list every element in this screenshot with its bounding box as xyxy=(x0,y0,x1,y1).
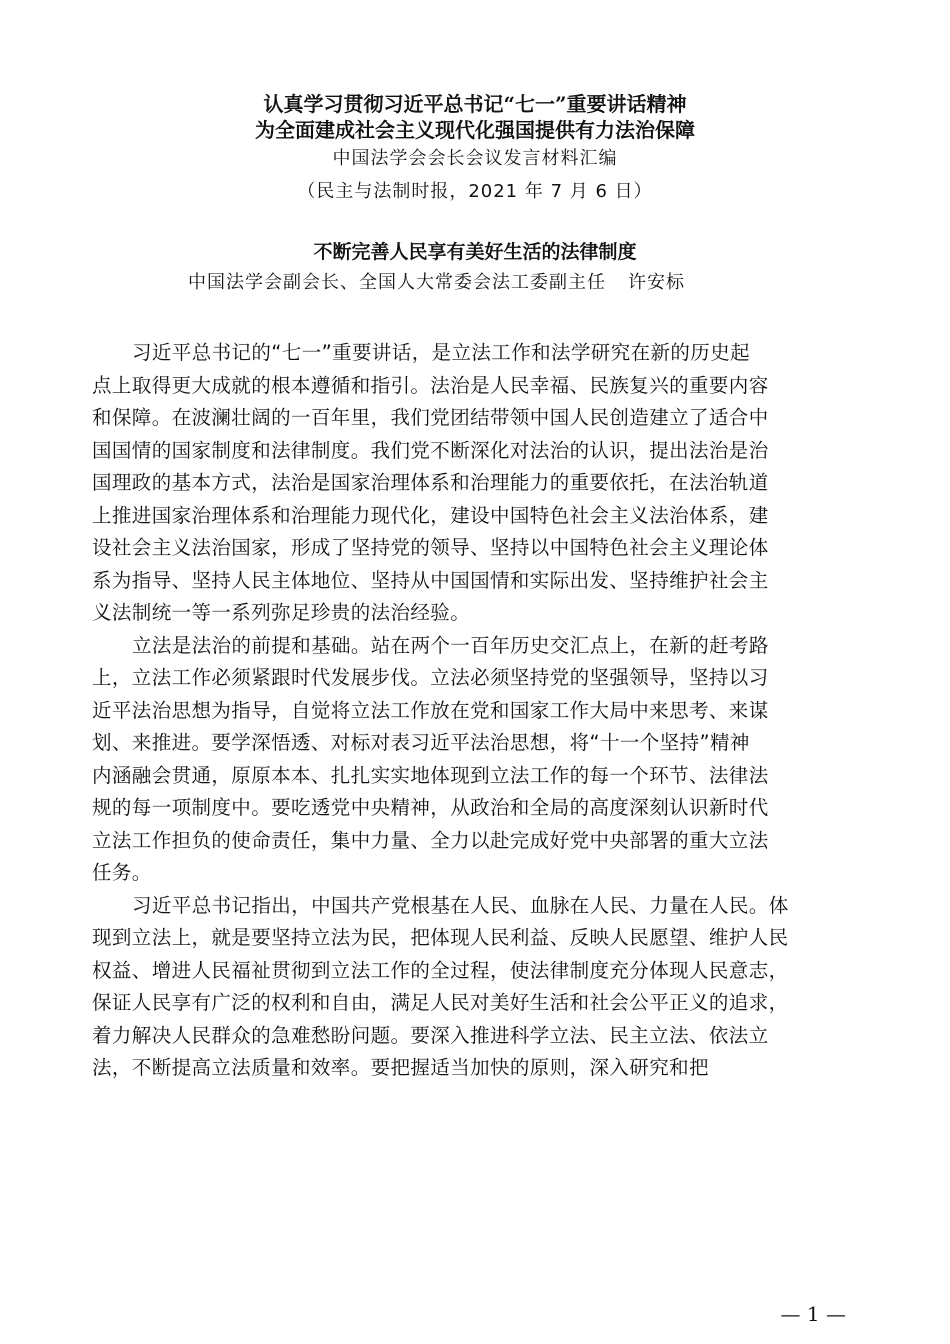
page-number: — 1 — xyxy=(780,1302,846,1326)
body-line: 上，立法工作必须紧跟时代发展步伐。立法必须坚持党的坚强领导，坚持以习 xyxy=(92,666,769,689)
body-line: 国国情的国家制度和法律制度。我们党不断深化对法治的认识，提出法治是治 xyxy=(92,438,769,462)
body-line: 着力解决人民群众的急难愁盼问题。要深入推进科学立法、民主立法、依法立 xyxy=(92,1023,769,1047)
body-line: 国理政的基本方式，法治是国家治理体系和治理能力的重要依托，在法治轨道 xyxy=(92,471,769,494)
document-source: （民主与法制时报，2021 年 7 月 6 日） xyxy=(297,181,653,202)
body-line: 立法工作担负的使命责任，集中力量、全力以赴完成好党中央部署的重大立法 xyxy=(92,828,769,852)
article-title: 不断完善人民享有美好生活的法律制度 xyxy=(313,241,637,263)
body-line: 规的每一项制度中。要吃透党中央精神，从政治和全局的高度深刻认识新时代 xyxy=(92,796,769,819)
body-line: 近平法治思想为指导，自觉将立法工作放在党和国家工作大局中来思考、来谋 xyxy=(92,698,769,722)
body-line: 系为指导、坚持人民主体地位、坚持从中国国情和实际出发、坚持维护社会主 xyxy=(92,568,769,592)
body-line: 法，不断提高立法质量和效率。要把握适当加快的原则，深入研究和把 xyxy=(92,1056,709,1079)
body-line: 立法是法治的前提和基础。站在两个一百年历史交汇点上，在新的赶考路 xyxy=(132,633,769,657)
document-subtitle: 中国法学会会长会议发言材料汇编 xyxy=(332,148,618,169)
document-title-line-1: 认真学习贯彻习近平总书记“七一”重要讲话精神 xyxy=(263,92,687,116)
body-line: 现到立法上，就是要坚持立法为民，把体现人民利益、反映人民愿望、维护人民 xyxy=(92,926,789,949)
author-name: 许安标 xyxy=(628,272,685,293)
body-line: 点上取得更大成就的根本遵循和指引。法治是人民幸福、民族复兴的重要内容 xyxy=(92,373,769,397)
body-line: 习近平总书记的“七一”重要讲话，是立法工作和法学研究在新的历史起 xyxy=(132,341,751,364)
body-line: 权益、增进人民福祉贯彻到立法工作的全过程，使法律制度充分体现人民意志， xyxy=(92,958,789,982)
document-title-line-2: 为全面建成社会主义现代化强国提供有力法治保障 xyxy=(255,118,695,142)
body-line: 保证人民享有广泛的权利和自由，满足人民对美好生活和社会公平正义的追求， xyxy=(92,991,789,1014)
article-byline xyxy=(188,271,685,295)
body-line: 和保障。在波澜壮阔的一百年里，我们党团结带领中国人民创造建立了适合中 xyxy=(92,406,769,429)
body-line: 上推进国家治理体系和治理能力现代化，建设中国特色社会主义法治体系，建 xyxy=(92,503,769,527)
body-line: 习近平总书记指出，中国共产党根基在人民、血脉在人民、力量在人民。体 xyxy=(132,893,789,917)
body-line: 设社会主义法治国家，形成了坚持党的领导、坚持以中国特色社会主义理论体 xyxy=(92,536,769,559)
body-line: 义法制统一等一系列弥足珍贵的法治经验。 xyxy=(92,601,471,624)
author-role: 中国法学会副会长、全国人大常委会法工委副主任 xyxy=(188,272,606,293)
body-line: 内涵融会贯通，原原本本、扎扎实实地体现到立法工作的每一个环节、法律法 xyxy=(92,763,769,787)
body-line: 任务。 xyxy=(92,861,152,884)
body-line: 划、来推进。要学深悟透、对标对表习近平法治思想，将“十一个坚持”精神 xyxy=(92,731,750,754)
article-body xyxy=(92,337,862,1085)
